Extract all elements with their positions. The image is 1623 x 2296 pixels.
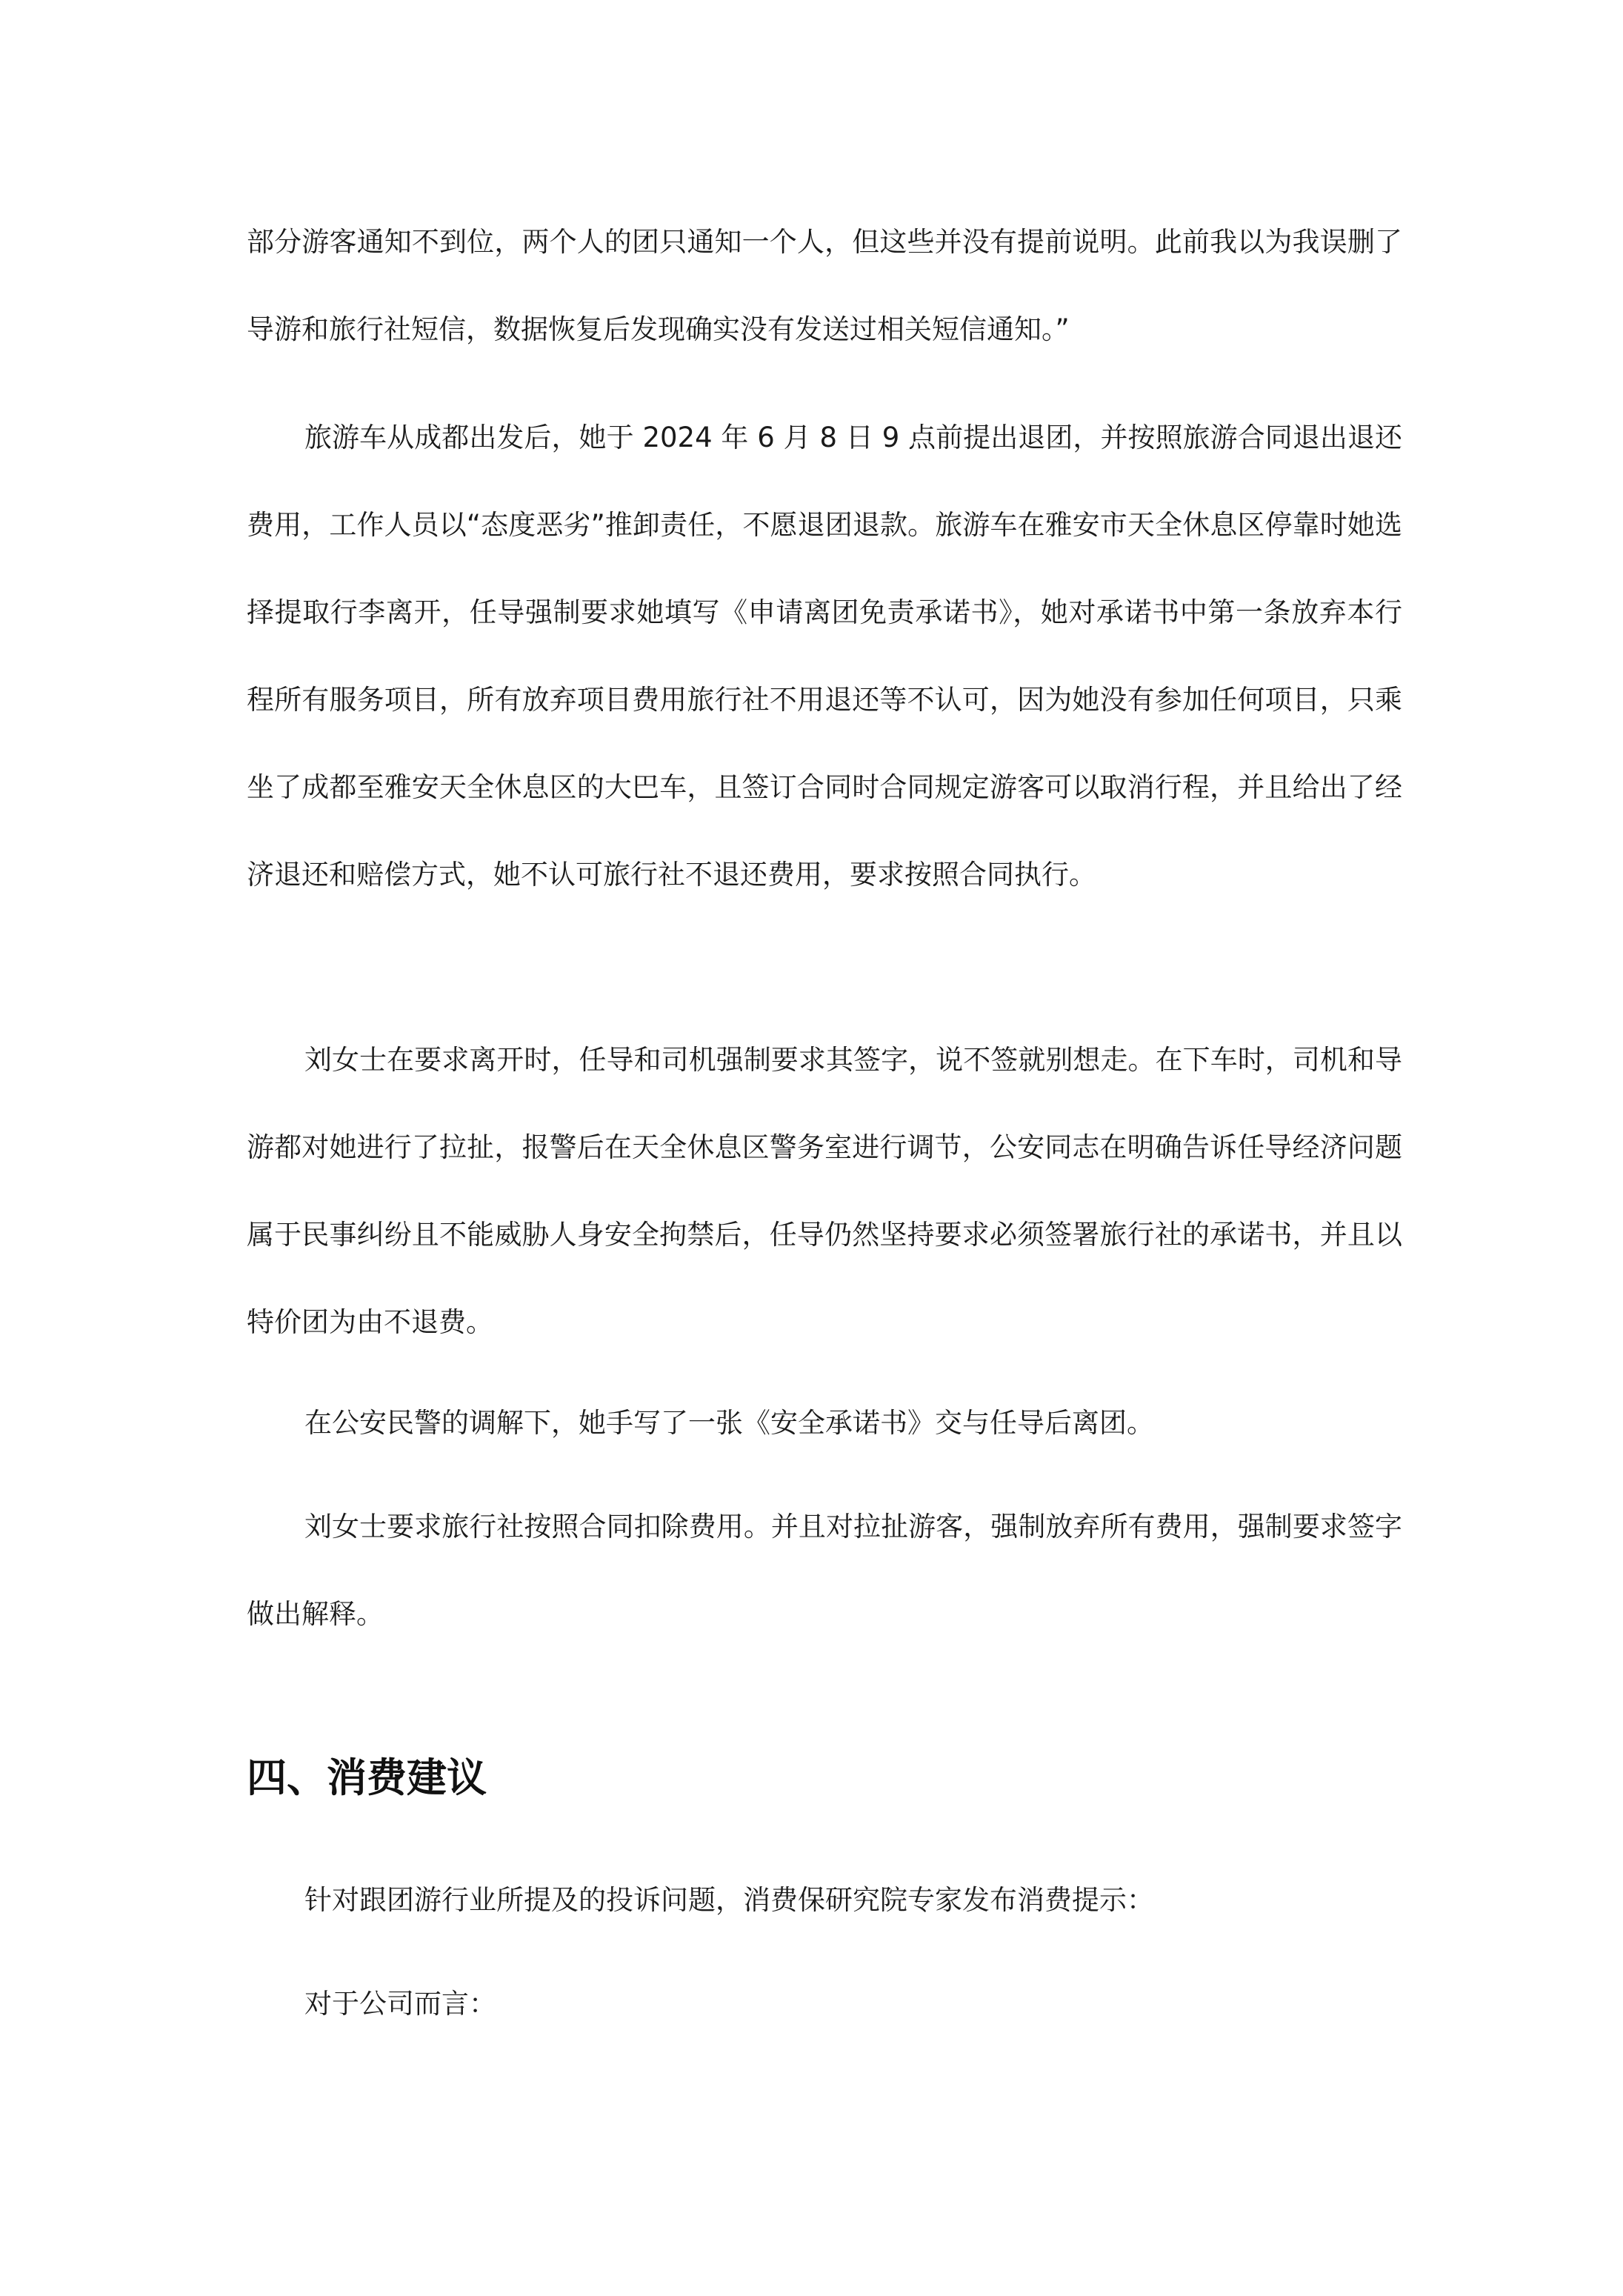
paragraph-7: 对于公司而言： bbox=[304, 1988, 496, 2020]
paragraph-3: 刘女士在要求离开时，任导和司机强制要求其签字，说不签就别想走。在下车时，司机和导游都对她进行了拉扯，报警后在天全休息区警务室进行调节，公安同志在明确告诉任导经济问题属于民事纠纷且不能威胁人身安全拘禁后，任导仍然坚持要求必须签署旅行社的承诺书，并且以特价团为由不退费。 bbox=[247, 1044, 1402, 1338]
paragraph-4: 在公安民警的调解下，她手写了一张《安全承诺书》交与任导后离团。 bbox=[304, 1407, 1154, 1439]
section-heading: 四、消费建议 bbox=[247, 1754, 487, 1801]
paragraph-1: 部分游客通知不到位，两个人的团只通知一个人，但这些并没有提前说明。此前我以为我误删了导游和旅行社短信，数据恢复后发现确实没有发送过相关短信通知。” bbox=[247, 226, 1402, 345]
paragraph-2: 旅游车从成都出发后，她于 2024 年 6 月 8 日 9 点前提出退团，并按照旅游合同退出退还费用，工作人员以“态度恶劣”推卸责任，不愿退团退款。旅游车在雅安市天全休息区停靠时她选择提取行李离开，任导强制要求她填写《申请离团免责承诺书》，她对承诺书中第一条放弃本行程所有服务项目，所有放弃项目费用旅行社不用退还等不认可，因为她没有参加任何项目，只乘坐了成都至雅安天全休息区的大巴车，且签订合同时合同规定游客可以取消行程，并且给出了经济退还和赔偿方式，她不认可旅行社不退还费用，要求按照合同执行。 bbox=[247, 422, 1402, 891]
paragraph-6: 针对跟团游行业所提及的投诉问题，消费保研究院专家发布消费提示： bbox=[304, 1884, 1154, 1916]
paragraph-5: 刘女士要求旅行社按照合同扣除费用。并且对拉扯游客，强制放弃所有费用，强制要求签字做出解释。 bbox=[247, 1511, 1402, 1630]
